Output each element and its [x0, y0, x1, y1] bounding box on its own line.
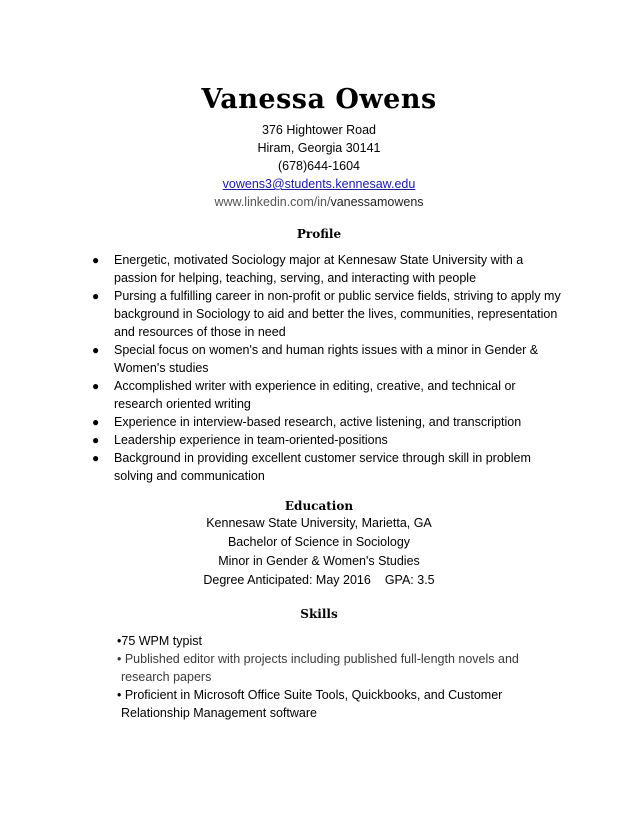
profile-item: [90, 287, 570, 341]
education-block: [0, 514, 638, 590]
skill-item: • Proficient in Microsoft Office Suite Tools, Quickbooks, and Customer: [117, 688, 503, 702]
profile-item-text: Women's studies: [114, 361, 209, 375]
linkedin-line: [0, 193, 638, 211]
profile-item-text: solving and communication: [114, 469, 265, 483]
email-line: [0, 175, 638, 193]
profile-item-text: Special focus on women's and human rights issues with a minor in Gender &: [114, 343, 539, 357]
degree-name: Bachelor of Science in Sociology: [227, 535, 411, 549]
profile-item-text: passion for helping, teaching, serving, and interacting with people: [114, 271, 477, 285]
profile-item-text: Accomplished writer with experience in editing, creative, and technical or: [114, 379, 516, 393]
bullet-icon: ●: [92, 433, 100, 447]
linkedin-prefix: www.linkedin.com/in/: [214, 195, 331, 209]
profile-item-text: Energetic, motivated Sociology major at Kennesaw State University with a: [114, 253, 524, 267]
profile-item-text: research oriented writing: [114, 397, 251, 411]
profile-item: [90, 377, 570, 413]
skill-item-continuation: Relationship Management software: [121, 706, 317, 720]
profile-item-text: background in Sociology to aid and better the lives, communities, representation: [114, 307, 558, 321]
skill-item: • Published editor with projects including published full-length novels and: [117, 652, 519, 666]
phone-number: (678)644-1604: [277, 159, 360, 173]
minor-name: Minor in Gender & Women's Studies: [218, 554, 420, 568]
address-line: 376 Hightower Road: [262, 123, 376, 137]
profile-list: [90, 251, 570, 485]
bullet-icon: ●: [92, 451, 100, 465]
skills-list: [117, 632, 537, 722]
profile-item-text: Background in providing excellent customer service through skill in problem: [114, 451, 531, 465]
bullet-icon: ●: [92, 343, 100, 357]
linkedin-handle: vanessamowens: [330, 195, 424, 209]
profile-item-text: Leadership experience in team-oriented-positions: [114, 433, 388, 447]
profile-item: [90, 431, 570, 449]
bullet-icon: ●: [92, 289, 100, 303]
bullet-icon: ●: [92, 379, 100, 393]
education-heading: Education: [284, 499, 354, 513]
profile-item: [90, 449, 570, 485]
resume-name: Vanessa Owens: [201, 84, 437, 115]
profile-item: [90, 413, 570, 431]
skills-heading: Skills: [300, 607, 338, 621]
profile-heading: Profile: [296, 227, 342, 241]
profile-item-text: Pursing a fulfilling career in non-profit or public service fields, striving to apply my: [114, 289, 561, 303]
gpa: GPA: 3.5: [384, 573, 435, 587]
profile-item: [90, 251, 570, 287]
contact-block: [0, 121, 638, 211]
bullet-icon: ●: [92, 415, 100, 429]
skill-item-continuation: research papers: [121, 670, 212, 684]
profile-item-text: and resources of those in need: [114, 325, 286, 339]
city-state-zip: Hiram, Georgia 30141: [257, 141, 381, 155]
school-name: Kennesaw State University, Marietta, GA: [206, 516, 432, 530]
skill-item: •75 WPM typist: [117, 634, 202, 648]
bullet-icon: ●: [92, 253, 100, 267]
profile-item: [90, 341, 570, 377]
graduation-line: [0, 571, 638, 590]
email-link[interactable]: vowens3@students.kennesaw.edu: [222, 177, 416, 191]
profile-item-text: Experience in interview-based research, active listening, and transcription: [114, 415, 522, 429]
degree-anticipated: Degree Anticipated: May 2016: [203, 573, 371, 587]
